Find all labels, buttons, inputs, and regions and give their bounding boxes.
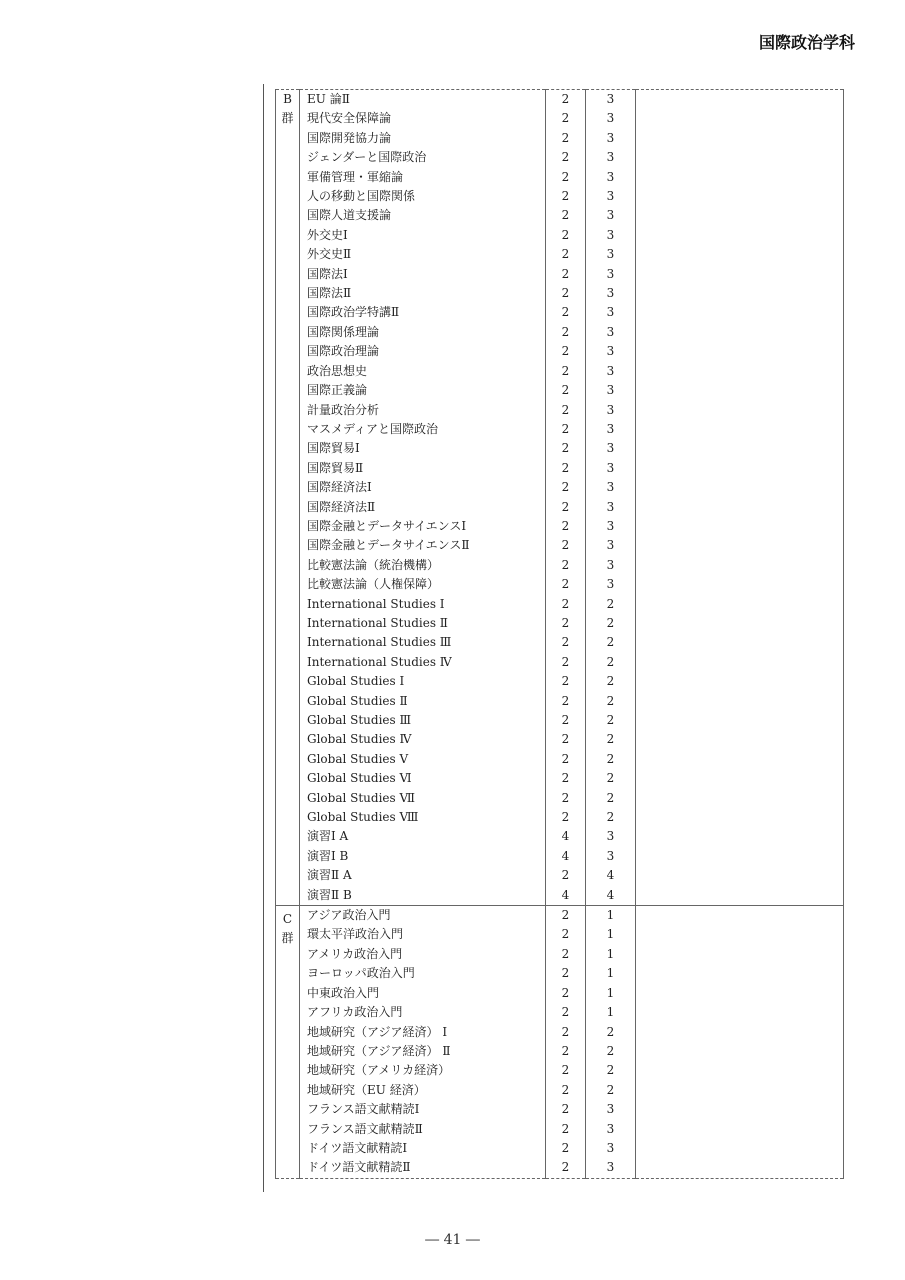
course-name-cell: 軍備管理・軍縮論 <box>300 168 546 187</box>
course-name-cell: フランス語文献精読Ⅱ <box>300 1120 546 1139</box>
year-cell: 3 <box>586 478 636 497</box>
year-cell: 3 <box>586 420 636 439</box>
year-cell: 3 <box>586 206 636 225</box>
credit-units-cell: 2 <box>546 245 586 264</box>
table-row <box>276 827 844 846</box>
course-name-cell: Global Studies Ⅷ <box>300 808 546 827</box>
table-row <box>276 1042 844 1061</box>
credit-units-cell: 2 <box>546 148 586 167</box>
course-name-cell: Global Studies Ⅵ <box>300 769 546 788</box>
course-name-cell: ヨーロッパ政治入門 <box>300 964 546 983</box>
table-row <box>276 769 844 788</box>
year-cell: 2 <box>586 1023 636 1042</box>
credit-units-cell: 2 <box>546 168 586 187</box>
notes-cell <box>636 1081 844 1100</box>
notes-cell <box>636 401 844 420</box>
year-cell: 1 <box>586 906 636 926</box>
year-cell: 2 <box>586 711 636 730</box>
table-row <box>276 1061 844 1080</box>
course-name-cell: 外交史Ⅱ <box>300 245 546 264</box>
notes-cell <box>636 420 844 439</box>
table-row <box>276 750 844 769</box>
credit-units-cell: 2 <box>546 750 586 769</box>
credit-units-cell: 2 <box>546 381 586 400</box>
table-row <box>276 945 844 964</box>
table-row <box>276 906 844 926</box>
credit-units-cell: 2 <box>546 206 586 225</box>
credit-units-cell: 2 <box>546 614 586 633</box>
course-name-cell: 国際関係理論 <box>300 323 546 342</box>
year-cell: 3 <box>586 401 636 420</box>
course-name-cell: ドイツ語文献精読Ⅰ <box>300 1139 546 1158</box>
credit-units-cell: 2 <box>546 323 586 342</box>
course-name-cell: International Studies Ⅱ <box>300 614 546 633</box>
year-cell: 1 <box>586 945 636 964</box>
notes-cell <box>636 168 844 187</box>
year-cell: 3 <box>586 1139 636 1158</box>
year-cell: 3 <box>586 847 636 866</box>
course-name-cell: 国際政治学特講Ⅱ <box>300 303 546 322</box>
notes-cell <box>636 362 844 381</box>
table-row <box>276 478 844 497</box>
year-cell: 2 <box>586 614 636 633</box>
course-name-cell: International Studies Ⅰ <box>300 595 546 614</box>
table-row <box>276 303 844 322</box>
notes-cell <box>636 439 844 458</box>
course-name-cell: 国際開発協力論 <box>300 129 546 148</box>
year-cell: 1 <box>586 1003 636 1022</box>
notes-cell <box>636 129 844 148</box>
notes-cell <box>636 342 844 361</box>
notes-cell <box>636 614 844 633</box>
year-cell: 1 <box>586 964 636 983</box>
course-name-cell: 演習Ⅱ A <box>300 866 546 885</box>
course-name-cell: 地域研究（アジア経済） Ⅱ <box>300 1042 546 1061</box>
course-name-cell: 演習Ⅰ B <box>300 847 546 866</box>
notes-cell <box>636 303 844 322</box>
course-name-cell: EU 論Ⅱ <box>300 90 546 110</box>
table-row <box>276 789 844 808</box>
group-label-suffix: 群 <box>281 931 294 946</box>
year-cell: 2 <box>586 653 636 672</box>
notes-cell <box>636 478 844 497</box>
notes-cell <box>636 1158 844 1178</box>
year-cell: 3 <box>586 1120 636 1139</box>
table-row <box>276 206 844 225</box>
table-row <box>276 342 844 361</box>
credit-units-cell: 2 <box>546 226 586 245</box>
table-row <box>276 1120 844 1139</box>
notes-cell <box>636 284 844 303</box>
year-cell: 2 <box>586 808 636 827</box>
year-cell: 2 <box>586 1042 636 1061</box>
credit-units-cell: 2 <box>546 1158 586 1178</box>
course-name-cell: 国際金融とデータサイエンスⅠ <box>300 517 546 536</box>
credit-units-cell: 2 <box>546 808 586 827</box>
course-name-cell: 国際正義論 <box>300 381 546 400</box>
course-name-cell: 国際貿易Ⅱ <box>300 459 546 478</box>
notes-cell <box>636 556 844 575</box>
year-cell: 3 <box>586 439 636 458</box>
table-row <box>276 653 844 672</box>
notes-cell <box>636 886 844 906</box>
table-row <box>276 964 844 983</box>
table-row <box>276 692 844 711</box>
credit-units-cell: 2 <box>546 945 586 964</box>
year-cell: 3 <box>586 109 636 128</box>
credit-units-cell: 2 <box>546 711 586 730</box>
group-label-letter: C <box>282 912 293 927</box>
year-cell: 3 <box>586 1100 636 1119</box>
course-name-cell: Global Studies Ⅴ <box>300 750 546 769</box>
notes-cell <box>636 847 844 866</box>
table-row <box>276 711 844 730</box>
year-cell: 3 <box>586 245 636 264</box>
group-label <box>276 906 300 1179</box>
table-row <box>276 575 844 594</box>
credit-units-cell: 2 <box>546 517 586 536</box>
notes-cell <box>636 536 844 555</box>
credit-units-cell: 2 <box>546 633 586 652</box>
table-row <box>276 847 844 866</box>
notes-cell <box>636 964 844 983</box>
table-row <box>276 1003 844 1022</box>
table-row <box>276 381 844 400</box>
year-cell: 3 <box>586 168 636 187</box>
notes-cell <box>636 517 844 536</box>
credit-units-cell: 2 <box>546 459 586 478</box>
year-cell: 3 <box>586 1158 636 1178</box>
credit-units-cell: 2 <box>546 595 586 614</box>
notes-cell <box>636 925 844 944</box>
course-name-cell: 中東政治入門 <box>300 984 546 1003</box>
credit-units-cell: 2 <box>546 1042 586 1061</box>
table-row <box>276 401 844 420</box>
course-name-cell: ドイツ語文献精読Ⅱ <box>300 1158 546 1178</box>
credit-units-cell: 2 <box>546 730 586 749</box>
notes-cell <box>636 711 844 730</box>
course-name-cell: アジア政治入門 <box>300 906 546 926</box>
credit-units-cell: 2 <box>546 303 586 322</box>
credit-units-cell: 2 <box>546 906 586 926</box>
notes-cell <box>636 226 844 245</box>
course-name-cell: 外交史Ⅰ <box>300 226 546 245</box>
table-row <box>276 672 844 691</box>
credit-units-cell: 2 <box>546 342 586 361</box>
year-cell: 3 <box>586 536 636 555</box>
notes-cell <box>636 692 844 711</box>
table-row <box>276 595 844 614</box>
year-cell: 3 <box>586 129 636 148</box>
course-table <box>275 89 844 1179</box>
group-label-letter: B <box>283 92 292 106</box>
course-name-cell: Global Studies Ⅶ <box>300 789 546 808</box>
table-row <box>276 362 844 381</box>
credit-units-cell: 2 <box>546 653 586 672</box>
credit-units-cell: 4 <box>546 886 586 906</box>
notes-cell <box>636 945 844 964</box>
notes-cell <box>636 633 844 652</box>
table-row <box>276 323 844 342</box>
credit-units-cell: 2 <box>546 1139 586 1158</box>
notes-cell <box>636 206 844 225</box>
year-cell: 3 <box>586 362 636 381</box>
table-row <box>276 1158 844 1178</box>
course-name-cell: 比較憲法論（人権保障） <box>300 575 546 594</box>
credit-units-cell: 2 <box>546 265 586 284</box>
credit-units-cell: 2 <box>546 556 586 575</box>
course-name-cell: Global Studies Ⅰ <box>300 672 546 691</box>
table-row <box>276 984 844 1003</box>
course-name-cell: International Studies Ⅳ <box>300 653 546 672</box>
credit-units-cell: 2 <box>546 1100 586 1119</box>
course-table-body <box>276 90 844 1179</box>
course-name-cell: 国際金融とデータサイエンスⅡ <box>300 536 546 555</box>
year-cell: 3 <box>586 575 636 594</box>
year-cell: 3 <box>586 187 636 206</box>
year-cell: 2 <box>586 595 636 614</box>
notes-cell <box>636 827 844 846</box>
notes-cell <box>636 750 844 769</box>
notes-cell <box>636 1023 844 1042</box>
credit-units-cell: 2 <box>546 1003 586 1022</box>
credit-units-cell: 2 <box>546 1081 586 1100</box>
course-name-cell: 国際貿易Ⅰ <box>300 439 546 458</box>
credit-units-cell: 4 <box>546 847 586 866</box>
year-cell: 2 <box>586 692 636 711</box>
year-cell: 3 <box>586 381 636 400</box>
course-name-cell: 比較憲法論（統治機構） <box>300 556 546 575</box>
course-name-cell: 政治思想史 <box>300 362 546 381</box>
course-name-cell: 人の移動と国際関係 <box>300 187 546 206</box>
notes-cell <box>636 323 844 342</box>
year-cell: 3 <box>586 284 636 303</box>
table-row <box>276 886 844 906</box>
table-row <box>276 148 844 167</box>
year-cell: 2 <box>586 750 636 769</box>
table-row <box>276 420 844 439</box>
course-name-cell: 環太平洋政治入門 <box>300 925 546 944</box>
table-row <box>276 808 844 827</box>
year-cell: 3 <box>586 556 636 575</box>
table-row <box>276 536 844 555</box>
credit-units-cell: 2 <box>546 1023 586 1042</box>
credit-units-cell: 2 <box>546 692 586 711</box>
table-row <box>276 168 844 187</box>
course-name-cell: 演習Ⅰ A <box>300 827 546 846</box>
credit-units-cell: 2 <box>546 575 586 594</box>
credit-units-cell: 2 <box>546 401 586 420</box>
notes-cell <box>636 984 844 1003</box>
table-row <box>276 129 844 148</box>
table-row <box>276 245 844 264</box>
credit-units-cell: 2 <box>546 925 586 944</box>
course-name-cell: 地域研究（EU 経済） <box>300 1081 546 1100</box>
year-cell: 3 <box>586 148 636 167</box>
table-row <box>276 90 844 110</box>
table-row <box>276 925 844 944</box>
notes-cell <box>636 90 844 110</box>
table-row <box>276 730 844 749</box>
course-name-cell: 演習Ⅱ B <box>300 886 546 906</box>
table-row <box>276 633 844 652</box>
notes-cell <box>636 575 844 594</box>
year-cell: 2 <box>586 633 636 652</box>
notes-cell <box>636 1100 844 1119</box>
course-name-cell: 国際法Ⅱ <box>300 284 546 303</box>
course-name-cell: 現代安全保障論 <box>300 109 546 128</box>
course-name-cell: 国際政治理論 <box>300 342 546 361</box>
year-cell: 2 <box>586 789 636 808</box>
table-row <box>276 866 844 885</box>
credit-units-cell: 2 <box>546 90 586 110</box>
year-cell: 2 <box>586 1061 636 1080</box>
margin-rule <box>263 84 264 1192</box>
table-row <box>276 517 844 536</box>
credit-units-cell: 2 <box>546 536 586 555</box>
notes-cell <box>636 730 844 749</box>
notes-cell <box>636 808 844 827</box>
year-cell: 4 <box>586 866 636 885</box>
course-name-cell: Global Studies Ⅲ <box>300 711 546 730</box>
notes-cell <box>636 789 844 808</box>
credit-units-cell: 2 <box>546 439 586 458</box>
credit-units-cell: 2 <box>546 1120 586 1139</box>
year-cell: 3 <box>586 498 636 517</box>
notes-cell <box>636 265 844 284</box>
credit-units-cell: 4 <box>546 827 586 846</box>
page-number: ― 41 ― <box>425 1232 480 1248</box>
credit-units-cell: 2 <box>546 498 586 517</box>
credit-units-cell: 2 <box>546 187 586 206</box>
year-cell: 3 <box>586 265 636 284</box>
notes-cell <box>636 866 844 885</box>
course-name-cell: アフリカ政治入門 <box>300 1003 546 1022</box>
table-row <box>276 1100 844 1119</box>
table-row <box>276 1081 844 1100</box>
table-row <box>276 1139 844 1158</box>
course-name-cell: 国際経済法Ⅱ <box>300 498 546 517</box>
year-cell: 3 <box>586 303 636 322</box>
year-cell: 2 <box>586 1081 636 1100</box>
notes-cell <box>636 672 844 691</box>
credit-units-cell: 2 <box>546 478 586 497</box>
course-name-cell: 国際経済法Ⅰ <box>300 478 546 497</box>
year-cell: 2 <box>586 769 636 788</box>
notes-cell <box>636 148 844 167</box>
course-name-cell: ジェンダーと国際政治 <box>300 148 546 167</box>
credit-units-cell: 2 <box>546 984 586 1003</box>
credit-units-cell: 2 <box>546 109 586 128</box>
course-name-cell: 地域研究（アメリカ経済） <box>300 1061 546 1080</box>
course-name-cell: マスメディアと国際政治 <box>300 420 546 439</box>
year-cell: 2 <box>586 672 636 691</box>
notes-cell <box>636 187 844 206</box>
notes-cell <box>636 109 844 128</box>
table-row <box>276 187 844 206</box>
credit-units-cell: 2 <box>546 1061 586 1080</box>
credit-units-cell: 2 <box>546 362 586 381</box>
credit-units-cell: 2 <box>546 129 586 148</box>
year-cell: 2 <box>586 730 636 749</box>
group-label-suffix: 群 <box>281 111 294 126</box>
course-name-cell: 国際人道支援論 <box>300 206 546 225</box>
table-row <box>276 556 844 575</box>
table-row <box>276 109 844 128</box>
course-name-cell: Global Studies Ⅱ <box>300 692 546 711</box>
notes-cell <box>636 1061 844 1080</box>
notes-cell <box>636 906 844 926</box>
table-row <box>276 498 844 517</box>
course-name-cell: Global Studies Ⅳ <box>300 730 546 749</box>
table-row <box>276 284 844 303</box>
table-row <box>276 1023 844 1042</box>
notes-cell <box>636 1139 844 1158</box>
notes-cell <box>636 1003 844 1022</box>
year-cell: 1 <box>586 984 636 1003</box>
notes-cell <box>636 1120 844 1139</box>
year-cell: 3 <box>586 226 636 245</box>
notes-cell <box>636 498 844 517</box>
table-row <box>276 439 844 458</box>
year-cell: 3 <box>586 517 636 536</box>
year-cell: 1 <box>586 925 636 944</box>
year-cell: 3 <box>586 323 636 342</box>
notes-cell <box>636 769 844 788</box>
course-name-cell: フランス語文献精読Ⅰ <box>300 1100 546 1119</box>
course-name-cell: 計量政治分析 <box>300 401 546 420</box>
year-cell: 3 <box>586 459 636 478</box>
notes-cell <box>636 381 844 400</box>
year-cell: 4 <box>586 886 636 906</box>
notes-cell <box>636 595 844 614</box>
notes-cell <box>636 653 844 672</box>
year-cell: 3 <box>586 342 636 361</box>
table-row <box>276 226 844 245</box>
year-cell: 3 <box>586 90 636 110</box>
course-name-cell: アメリカ政治入門 <box>300 945 546 964</box>
group-label <box>276 90 300 906</box>
course-name-cell: 国際法Ⅰ <box>300 265 546 284</box>
credit-units-cell: 2 <box>546 420 586 439</box>
table-row <box>276 614 844 633</box>
credit-units-cell: 2 <box>546 964 586 983</box>
page-header-title: 国際政治学科 <box>758 33 855 52</box>
notes-cell <box>636 245 844 264</box>
credit-units-cell: 2 <box>546 672 586 691</box>
credit-units-cell: 2 <box>546 789 586 808</box>
course-name-cell: 地域研究（アジア経済） Ⅰ <box>300 1023 546 1042</box>
notes-cell <box>636 1042 844 1061</box>
table-row <box>276 265 844 284</box>
course-name-cell: International Studies Ⅲ <box>300 633 546 652</box>
table-row <box>276 459 844 478</box>
credit-units-cell: 2 <box>546 284 586 303</box>
credit-units-cell: 2 <box>546 866 586 885</box>
year-cell: 3 <box>586 827 636 846</box>
notes-cell <box>636 459 844 478</box>
credit-units-cell: 2 <box>546 769 586 788</box>
